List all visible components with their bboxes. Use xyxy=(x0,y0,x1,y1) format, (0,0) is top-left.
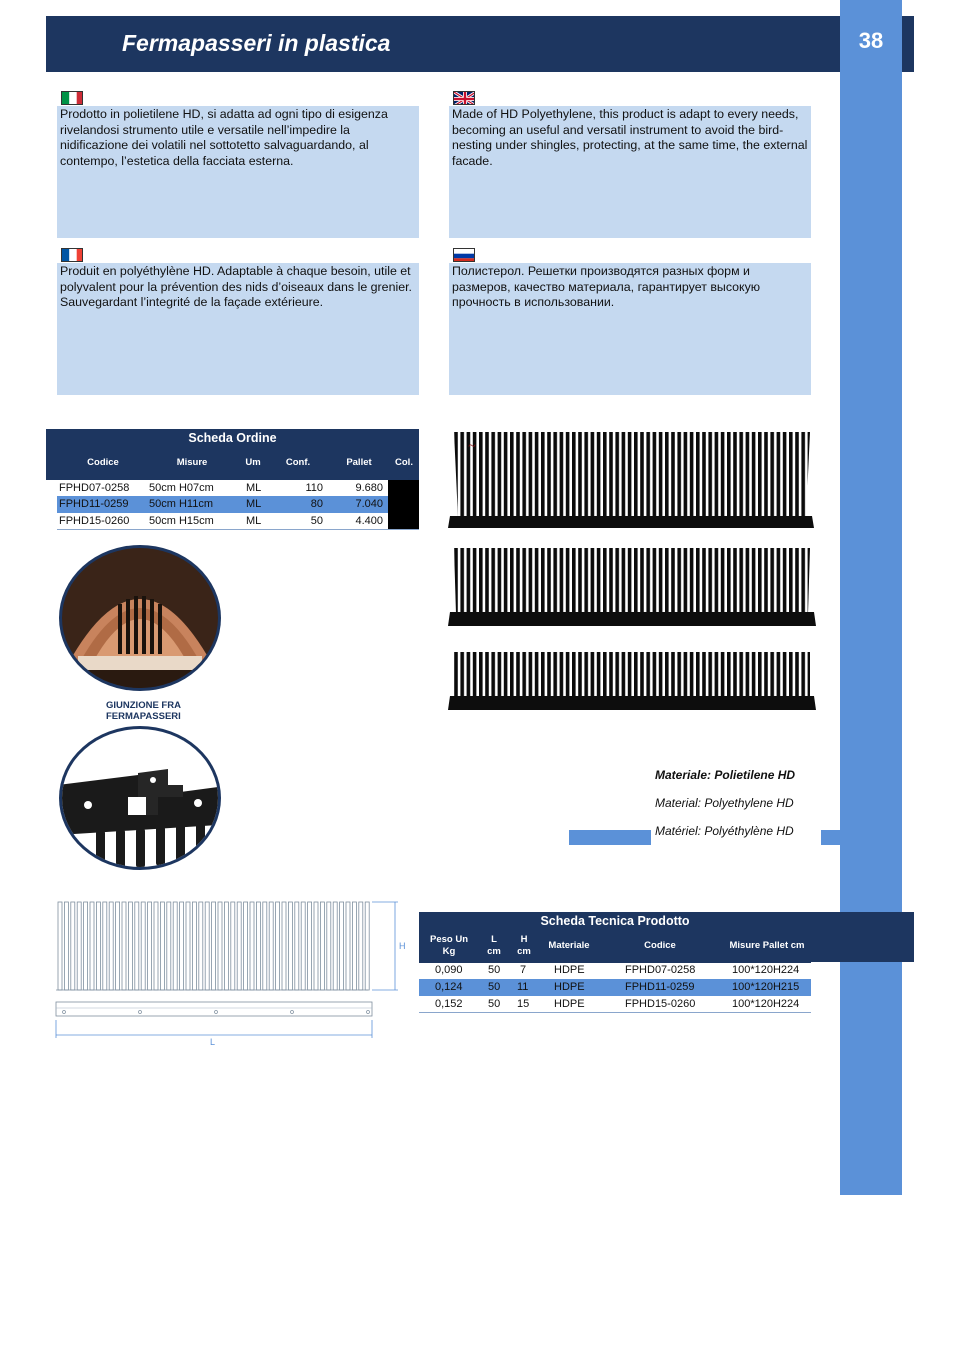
column-header-peso xyxy=(423,934,475,958)
drawing-tooth xyxy=(135,902,139,990)
column-header-misure-pallet: Misure Pallet cm xyxy=(729,940,805,951)
drawing-tooth xyxy=(58,902,62,990)
flag-italy-icon xyxy=(61,91,83,105)
drawing-tooth xyxy=(173,902,177,990)
cell-l: 50 xyxy=(488,981,501,993)
material-english: Material: Polyethylene HD xyxy=(655,796,794,810)
dimension-label-h: H xyxy=(399,941,406,951)
drawing-tooth xyxy=(199,902,203,990)
cell-pallet: 100*120H224 xyxy=(732,998,800,1010)
drawing-tooth xyxy=(365,902,369,990)
drawing-tooth xyxy=(141,902,145,990)
order-table-row xyxy=(57,496,388,513)
cell-peso: 0,090 xyxy=(435,964,463,976)
drawing-tooth xyxy=(122,902,126,990)
spec-table-row xyxy=(419,996,811,1013)
order-table-row xyxy=(57,480,388,497)
flag-russia-icon xyxy=(453,248,475,262)
cell-materiale: HDPE xyxy=(554,998,585,1010)
column-header-col: Col. xyxy=(395,457,413,468)
junction-caption-line2: FERMAPASSERI xyxy=(106,711,181,722)
drawing-tooth xyxy=(192,902,196,990)
bird-stop-products-image xyxy=(448,428,816,718)
column-header-l-line1: L xyxy=(491,934,497,945)
description-italian: Prodotto in polietilene HD, si adatta ad ogni tipo di esigenza rivelandosi strumento utile e versatile nell’impedire la nidificazione dei volatili nel sottotetto salvaguardando, al contempo, l’estetica della facciata esterna. xyxy=(57,106,419,238)
drawing-tooth xyxy=(186,902,190,990)
drawing-tooth xyxy=(109,902,113,990)
column-header-codice: Codice xyxy=(87,457,119,468)
drawing-tooth xyxy=(96,902,100,990)
drawing-tooth xyxy=(250,902,254,990)
junction-caption-line1: GIUNZIONE FRA xyxy=(106,700,181,711)
column-header-codice: Codice xyxy=(644,940,676,951)
drawing-tooth xyxy=(282,902,286,990)
cell-misure: 50cm H15cm xyxy=(149,515,214,527)
column-header-h-line1: H xyxy=(520,934,528,945)
column-header-materiale: Materiale xyxy=(548,940,590,951)
dimension-label-l: L xyxy=(210,1037,216,1047)
drawing-tooth xyxy=(231,902,235,990)
drawing-tooth xyxy=(205,902,209,990)
drawing-tooth xyxy=(244,902,248,990)
drawing-tooth xyxy=(167,902,171,990)
order-table-row xyxy=(57,513,388,530)
cell-l: 50 xyxy=(488,998,501,1010)
cell-codice: FPHD11-0259 xyxy=(59,498,129,510)
drawing-tooth xyxy=(224,902,228,990)
spec-table-header xyxy=(419,912,914,962)
drawing-tooth xyxy=(320,902,324,990)
drawing-tooth xyxy=(352,902,356,990)
accent-bar-left xyxy=(569,830,651,845)
drawing-tooth xyxy=(263,902,267,990)
side-stripe xyxy=(840,0,902,1195)
cell-conf: 80 xyxy=(310,498,323,510)
spec-table-title: Scheda Tecnica Prodotto xyxy=(540,914,690,928)
cell-codice: FPHD07-0258 xyxy=(59,482,130,494)
drawing-tooth xyxy=(301,902,305,990)
drawing-tooth xyxy=(64,902,68,990)
cell-misure: 50cm H07cm xyxy=(149,482,214,494)
cell-conf: 110 xyxy=(305,482,323,494)
material-info xyxy=(655,768,795,852)
cell-pallet: 100*120H224 xyxy=(732,964,800,976)
junction-caption xyxy=(106,700,181,722)
cell-misure: 50cm H11cm xyxy=(149,498,213,510)
drawing-tooth xyxy=(218,902,222,990)
column-header-peso-line1: Peso Un xyxy=(429,934,468,945)
drawing-tooth xyxy=(327,902,331,990)
cell-h: 11 xyxy=(517,981,529,993)
cell-materiale: HDPE xyxy=(554,964,585,976)
cell-codice: FPHD15-0260 xyxy=(59,515,130,527)
cell-pallet: 9.680 xyxy=(355,482,383,494)
drawing-tooth xyxy=(288,902,292,990)
drawing-tooth xyxy=(256,902,260,990)
spec-table-row xyxy=(419,979,811,996)
cell-um: ML xyxy=(246,482,262,494)
column-header-pallet: Pallet xyxy=(346,457,372,468)
technical-drawing xyxy=(52,898,412,1050)
drawing-tooth xyxy=(148,902,152,990)
cell-h: 15 xyxy=(517,998,530,1010)
description-french: Produit en polyéthylène HD. Adaptable à chaque besoin, utile et polyvalent pour la prévention des nids d’oiseaux dans le grenier. Sauvegardant l’integrité de la façade extérieure. xyxy=(57,263,419,395)
column-header-conf: Conf. xyxy=(285,457,311,468)
drawing-tooth xyxy=(128,902,132,990)
drawing-tooth xyxy=(237,902,241,990)
order-table-header xyxy=(46,429,419,479)
column-header-peso-line2: Kg xyxy=(442,946,456,957)
drawing-tooth xyxy=(154,902,158,990)
drawing-tooth xyxy=(276,902,280,990)
cell-h: 7 xyxy=(520,964,527,976)
cell-peso: 0,152 xyxy=(435,998,463,1010)
order-table-bottom-rule xyxy=(57,529,419,530)
material-french: Matériel: Polyéthylène HD xyxy=(655,824,794,838)
drawing-tooth xyxy=(180,902,184,990)
cell-l: 50 xyxy=(488,964,501,976)
column-header-h-line2: cm xyxy=(517,946,531,957)
drawing-tooth xyxy=(346,902,350,990)
drawing-tooth xyxy=(340,902,344,990)
svg-text:~: ~ xyxy=(468,439,476,454)
drawing-tooth xyxy=(160,902,164,990)
roof-ridge-photo xyxy=(58,544,222,692)
drawing-tooth xyxy=(90,902,94,990)
column-header-um: Um xyxy=(245,457,261,468)
column-header-h xyxy=(509,934,539,958)
cell-pallet: 100*120H215 xyxy=(732,981,800,993)
accent-bar-right xyxy=(821,830,840,845)
spec-table-row xyxy=(419,962,811,979)
drawing-tooth xyxy=(212,902,216,990)
cell-codice: FPHD11-0259 xyxy=(625,981,695,993)
drawing-tooth xyxy=(308,902,312,990)
page-title: Fermapasseri in plastica xyxy=(122,30,391,56)
cell-codice: FPHD07-0258 xyxy=(625,964,696,976)
cell-conf: 50 xyxy=(310,515,323,527)
drawing-tooth xyxy=(71,902,75,990)
page-number: 38 xyxy=(858,28,884,53)
color-swatch-black xyxy=(388,480,419,530)
drawing-tooth xyxy=(84,902,88,990)
drawing-tooth xyxy=(269,902,273,990)
spec-table-bottom-rule xyxy=(419,1012,811,1013)
column-header-misure: Misure xyxy=(176,457,208,468)
flag-uk-icon xyxy=(453,91,475,105)
column-header-l-line2: cm xyxy=(487,946,501,957)
column-header-l xyxy=(479,934,509,958)
drawing-tooth xyxy=(77,902,81,990)
junction-photo xyxy=(58,725,222,871)
drawing-tooth xyxy=(359,902,363,990)
cell-peso: 0,124 xyxy=(435,981,463,993)
cell-um: ML xyxy=(246,498,262,510)
cell-um: ML xyxy=(246,515,262,527)
cell-codice: FPHD15-0260 xyxy=(625,998,696,1010)
drawing-tooth xyxy=(333,902,337,990)
drawing-tooth xyxy=(116,902,120,990)
drawing-tooth xyxy=(314,902,318,990)
material-italian: Materiale: Polietilene HD xyxy=(655,768,796,782)
drawing-tooth xyxy=(103,902,107,990)
description-english: Made of HD Polyethylene, this product is adapt to every needs, becoming an useful and versatil instrument to avoid the bird-nesting under shingles, protecting, at the same time, the external facade. xyxy=(449,106,811,238)
cell-pallet: 4.400 xyxy=(355,515,383,527)
description-russian: Полистерол. Решетки производятся разных форм и размеров, качество материала, гарантирует высокую прочность в использовании. xyxy=(449,263,811,395)
cell-materiale: HDPE xyxy=(554,981,585,993)
order-table-title: Scheda Ordine xyxy=(188,431,277,445)
cell-pallet: 7.040 xyxy=(355,498,383,510)
drawing-tooth xyxy=(295,902,299,990)
flag-france-icon xyxy=(61,248,83,262)
